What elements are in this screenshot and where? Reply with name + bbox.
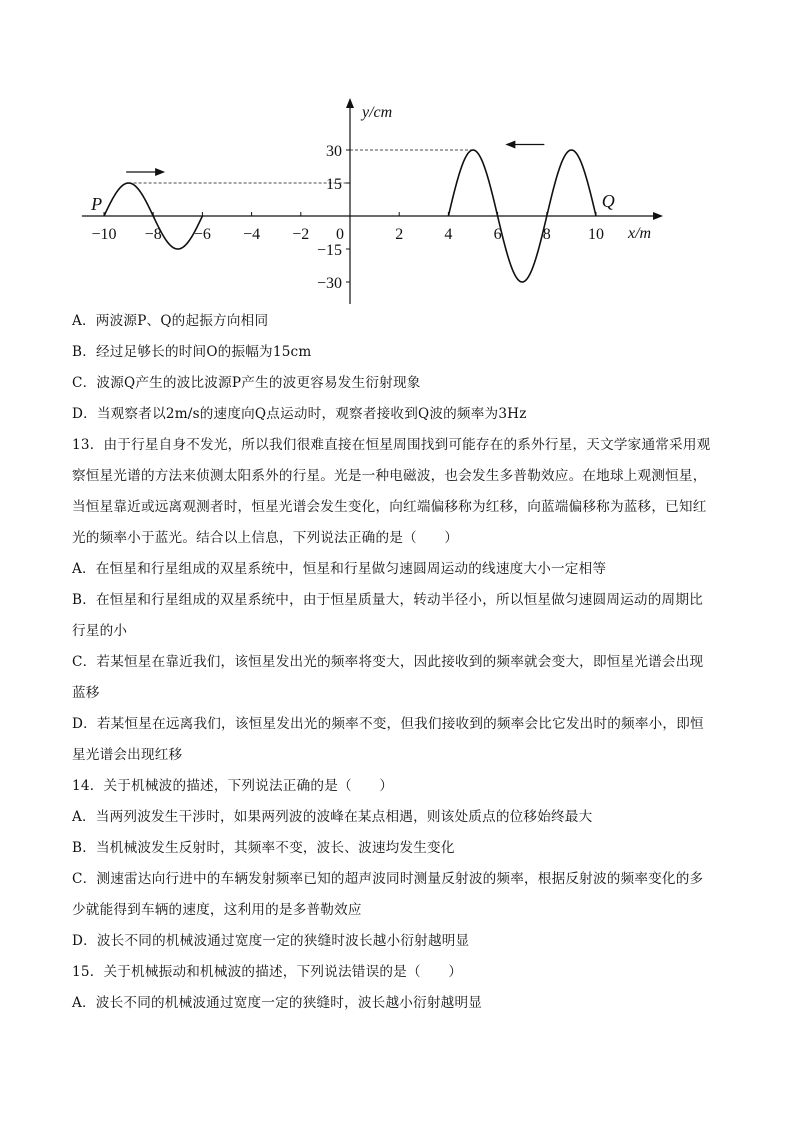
x-tick-label: −10 xyxy=(91,226,117,243)
wave-figure xyxy=(60,90,680,315)
x-tick-label: −4 xyxy=(243,226,261,243)
text-line: B．当机械波发生反射时，其频率不变，波长、波速均发生变化 xyxy=(72,840,455,856)
x-tick-label: 8 xyxy=(542,226,551,243)
text-line: B．在恒星和行星组成的双星系统中，由于恒星质量大，转动半径小，所以恒星做匀速圆周运动的周期比 xyxy=(72,592,703,608)
y-tick-label: 30 xyxy=(326,143,342,160)
x-tick-label: 4 xyxy=(444,226,453,243)
text-line: 少就能得到车辆的速度，这利用的是多普勒效应 xyxy=(72,902,362,918)
x-tick-label: 6 xyxy=(493,226,502,243)
y-tick-label: 15 xyxy=(326,176,342,193)
text-line: 察恒星光谱的方法来侦测太阳系外的行星。光是一种电磁波，也会发生多普勒效应。在地球上观测恒星， xyxy=(72,468,707,484)
text-line: A．当两列波发生干涉时，如果两列波的波峰在某点相遇，则该处质点的位移始终最大 xyxy=(72,809,593,825)
text-line: D．当观察者以2m/s的速度向Q点运动时，观察者接收到Q波的频率为3Hz xyxy=(72,406,527,422)
text-line: 当恒星靠近或远离观测者时，恒星光谱会发生变化，向红端偏移称为红移，向蓝端偏移称为蓝移，已知红 xyxy=(72,499,707,515)
text-line: 14．关于机械波的描述，下列说法正确的是（ ） xyxy=(72,778,394,794)
text-line: 13．由于行星自身不发光，所以我们很难直接在恒星周围找到可能存在的系外行星，天文学家通常采用观 xyxy=(72,437,711,453)
text-line: B．经过足够长的时间O的振幅为15cm xyxy=(72,344,312,360)
arrow-right-head-icon xyxy=(155,168,165,176)
text-line: D．若某恒星在远离我们，该恒星发出光的频率不变，但我们接收到的频率会比它发出时的频率小，即恒 xyxy=(72,716,704,732)
x-tick-label: −2 xyxy=(292,226,310,243)
text-line: 15．关于机械振动和机械波的描述，下列说法错误的是（ ） xyxy=(72,964,463,980)
y-tick-label: −30 xyxy=(316,275,342,292)
text-line: C．若某恒星在靠近我们，该恒星发出光的频率将变大，因此接收到的频率就会变大，即恒星光谱会出现 xyxy=(72,654,704,670)
x-axis-arrow xyxy=(653,212,663,220)
text-line: A．两波源P、Q的起振方向相同 xyxy=(72,313,269,329)
x-tick-label: −8 xyxy=(144,226,162,243)
y-axis-label: y/cm xyxy=(362,104,393,121)
y-tick-label: −15 xyxy=(316,242,342,259)
text-line: 星光谱会出现红移 xyxy=(72,747,183,763)
text-line: A．在恒星和行星组成的双星系统中，恒星和行星做匀速圆周运动的线速度大小一定相等 xyxy=(72,561,607,577)
text-line: A．波长不同的机械波通过宽度一定的狭缝时，波长越小衍射越明显 xyxy=(72,995,483,1011)
x-axis-label: x/m xyxy=(627,225,652,242)
y-axis-arrow xyxy=(346,98,354,108)
arrow-left-head-icon xyxy=(505,141,515,149)
text-line: D．波长不同的机械波通过宽度一定的狭缝时波长越小衍射越明显 xyxy=(72,933,470,949)
x-tick-label: 2 xyxy=(395,226,404,243)
text-line: C．波源Q产生的波比波源P产生的波更容易发生衍射现象 xyxy=(72,375,421,391)
x-tick-label: 10 xyxy=(588,226,604,243)
x-tick-label: 0 xyxy=(336,226,344,243)
source-p-label: P xyxy=(91,194,103,214)
text-line: C．测速雷达向行进中的车辆发射频率已知的超声波同时测量反射波的频率，根据反射波的频率变化的多 xyxy=(72,871,704,887)
text-line: 光的频率小于蓝光。结合以上信息，下列说法正确的是（ ） xyxy=(72,530,459,546)
text-line: 蓝移 xyxy=(72,685,100,701)
x-tick-label: −6 xyxy=(193,226,211,243)
source-q-label: Q xyxy=(601,191,615,211)
text-line: 行星的小 xyxy=(72,623,128,639)
